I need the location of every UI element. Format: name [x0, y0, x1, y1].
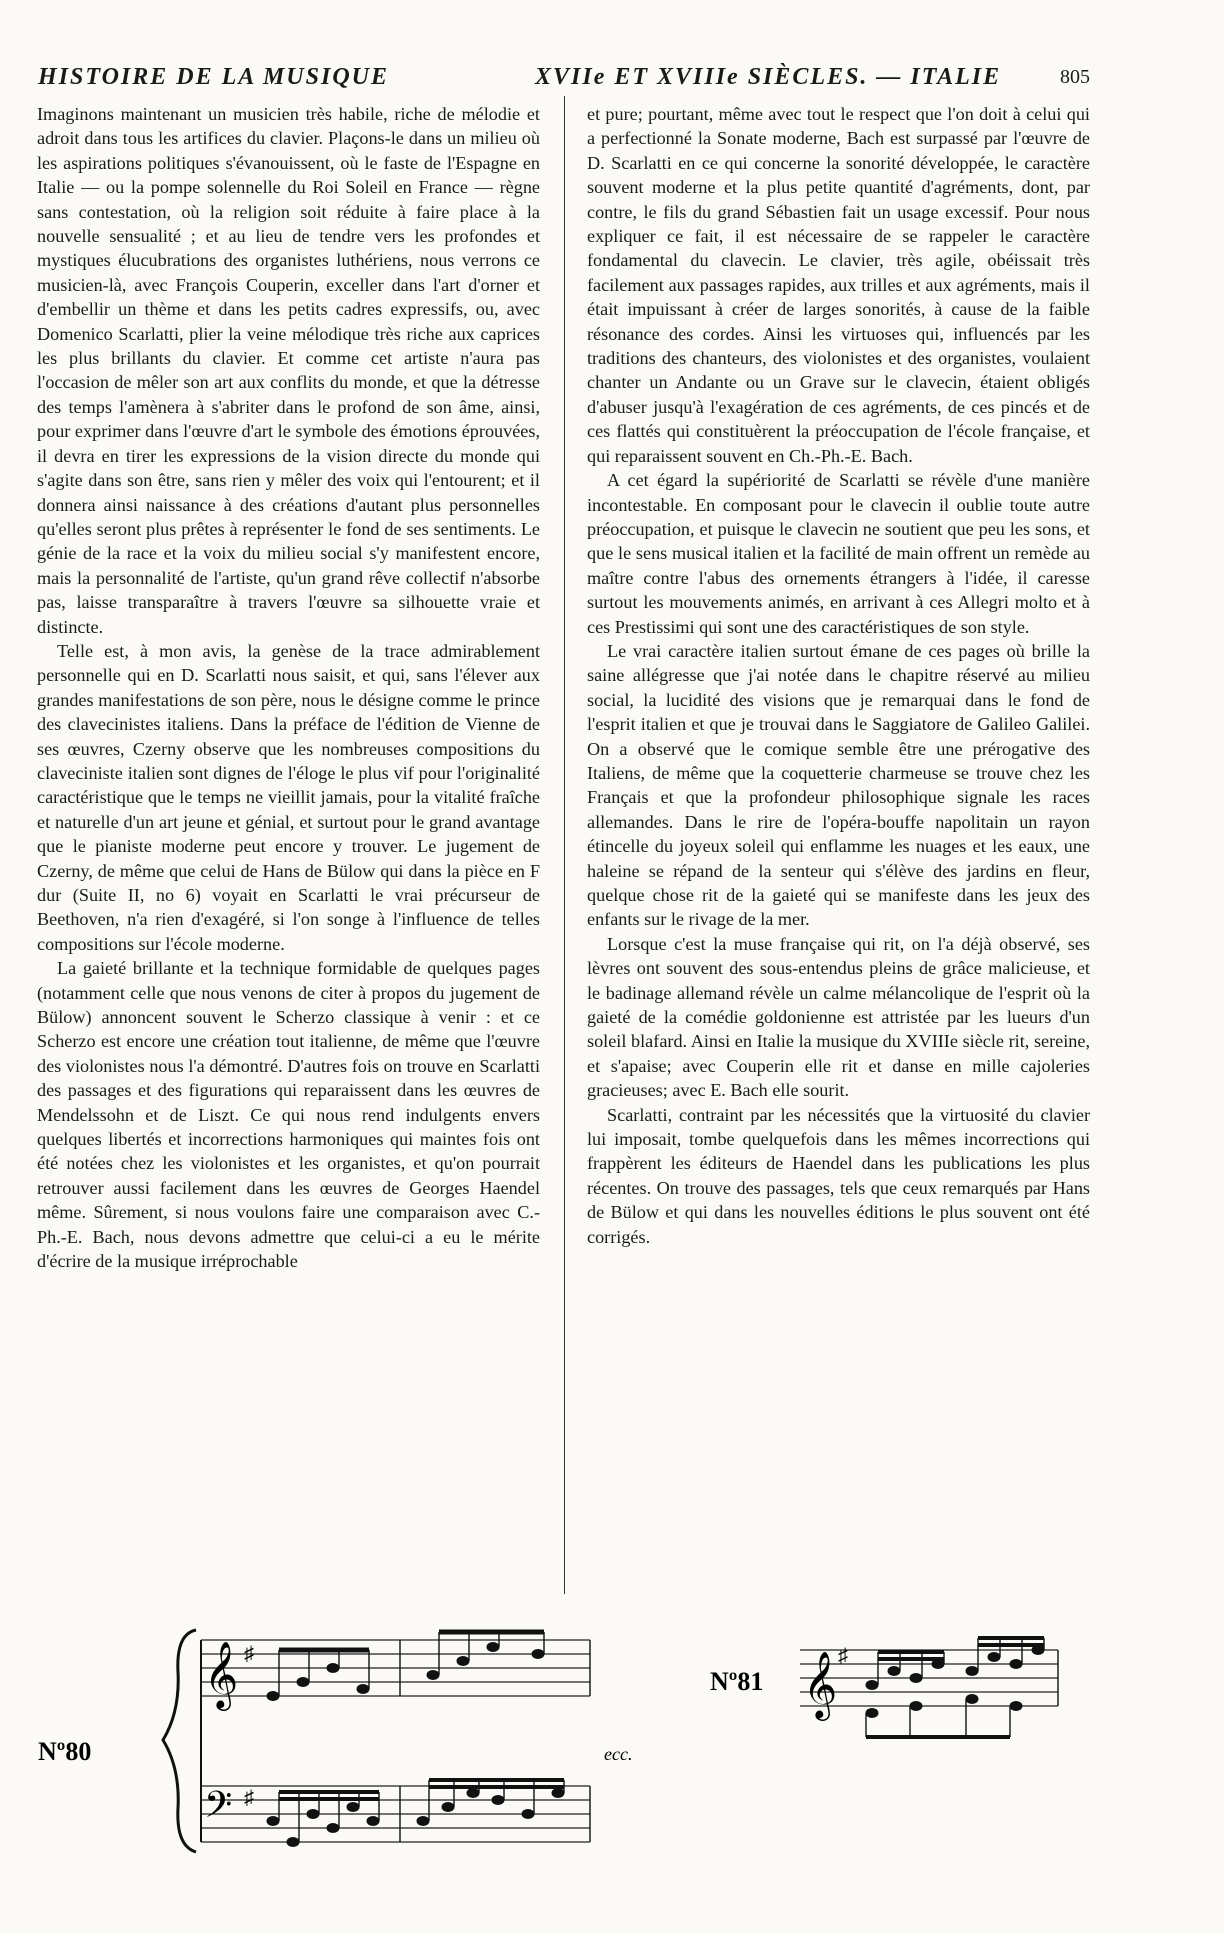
paragraph: Telle est, à mon avis, la genèse de la trace admirablement personnelle qui en D. Scarlatti nous saisit, et qui, sans l'élever aux grandes manifestations de son père, nous le désigne comme le prince des clavecinistes italiens. Dans la préface de l'édition de Vienne de ses œuvres, Czerny observe que les nombreuses compositions du claveciniste italien sont dignes de l'éloge le plus vif pour l'originalité caractéristique que le temps ne vieillit jamais, pour la vitalité fraîche et naturelle d'un art jeune et génial, et surtout pour le grand avantage que le pianiste moderne peut encore y trouver. Le jugement de Czerny, de même que celui de Hans de Bülow qui dans la pièce en F dur (Suite II, no 6) voyait en Scarlatti le vrai précurseur de Beethoven, n'a rien d'exagéré, si l'on songe à l'influence de telles compositions sur l'école moderne.	[37, 640, 540, 954]
page-number: 805	[1060, 66, 1090, 88]
bass-notes	[267, 1780, 564, 1847]
paragraph: Imaginons maintenant un musicien très habile, riche de mélodie et adroit dans tous les artifices du clavier. Plaçons-le dans un milieu où les aspirations politiques s'évanouissent, où le faste de l'Espagne en Italie — ou la pompe solennelle du Roi Soleil en France — règne sans contestation, où la religion soit réduite à faire place à la nouvelle sensualité ; et au lieu de tendre vers les profondes et mystiques élucubrations des organistes luthériens, nous verrons ce musicien-là, avec François Couperin, exceller dans l'art d'orner et d'embellir un thème et dans les petits cadres expressifs, ou, avec Domenico Scarlatti, plier la veine mélodique très riche aux caprices les plus brillants du clavier. Et comme cet artiste n'aura pas l'occasion de mêler son art aux conflits du monde, et que la détresse des temps l'amènera à s'abriter dans le profond de son âme, ainsi, pour exprimer dans l'œuvre d'art le symbole des émotions éprouvées, il devra en tirer les expressions de la vision directe du monde qui s'agite dans son être, sans rien y mêler des voix qui l'entourent; et il donnera ainsi naissance à des créations d'autant plus personnelles qu'elles seront plus prêtes à représenter le fond de ses sentiments. Le génie de la race et la voix du milieu social s'y manifestent encore, mais la personnalité de l'artiste, qu'un grand rêve collectif n'absorbe pas, laisse transparaître à travers l'œuvre sa silhouette vraie et distincte.	[37, 104, 540, 637]
ecc-label: ecc.	[604, 1744, 633, 1764]
paragraph: Le vrai caractère italien surtout émane de ces pages où brille la saine allégresse que j'ai notée dans le chapitre réservé au milieu social, la lucidité des visions que je remarquai dans le fond de l'esprit italien et que je trouvai dans le Saggiatore de Galileo Galilei. On a observé que le comique semble être une prérogative des Italiens, de même que la coquetterie charmeuse se trouve chez les Français et que la profondeur philosophique signale les races allemandes. Dans le rire de l'opéra-bouffe napolitain un rayon étincelle du joyeux soleil qui enflamme les nuages et les eaux, une haleine se répand de la senteur qui s'élève des jardins en fleur, quelque chose rit de la gaieté qui se manifeste dans les jeux des enfants sur le rivage de la mer.	[587, 640, 1090, 930]
treble-clef-icon: 𝄞	[803, 1650, 838, 1718]
music-notation	[38, 1612, 1198, 1882]
notes-81	[866, 1638, 1044, 1737]
bass-clef-icon: 𝄢	[204, 1784, 233, 1835]
right-column	[587, 102, 1090, 1249]
treble-clef-icon: 𝄞	[204, 1640, 239, 1708]
music-examples	[38, 1612, 1198, 1882]
header-subtitle: XVIIe ET XVIIIe SIÈCLES. — ITALIE	[535, 64, 1002, 90]
column-divider	[564, 96, 565, 1594]
running-header	[38, 64, 1090, 92]
paragraph: Scarlatti, contraint par les nécessités que la virtuosité du clavier lui imposait, tombe quelquefois dans les mêmes incorrections qui frappèrent les éditeurs de Haendel dans les publications les plus récentes. On trouve des passages, tels que ceux remarqués par Hans de Bülow et qui dans les nouvelles éditions le plus souvent ont été corrigés.	[587, 1104, 1090, 1247]
brace	[163, 1630, 196, 1852]
sharp-icon: ♯	[838, 1645, 848, 1667]
sharp-icon: ♯	[244, 1787, 254, 1809]
example-81-label: Nº81	[710, 1667, 764, 1696]
treble-notes	[267, 1632, 544, 1701]
paragraph: A cet égard la supériorité de Scarlatti se révèle d'une manière incontestable. En composant pour le clavecin il oublie toute autre préoccupation, et puisque le clavecin ne soutient que peu les sons, et que le sens musical italien et la facilité de main offrent un remède au maître contre l'abus des ornements étrangers à l'idée, il caresse surtout les mouvements animés, en arrivant à ces Allegri molto et à ces Prestissimi qui sont une des caractéristiques de son style.	[587, 470, 1090, 637]
header-title: HISTOIRE DE LA MUSIQUE	[38, 64, 389, 90]
example-80-label: Nº80	[38, 1737, 92, 1766]
treble-staff	[201, 1640, 590, 1696]
paragraph: Lorsque c'est la muse française qui rit, on l'a déjà observé, ses lèvres ont souvent des sous-entendus pleins de grâce malicieuse, et le badinage allemand révèle un calme mélancolique de l'esprit où la gaieté de la comédie goldonienne est attristée par les lueurs d'un soleil blafard. Ainsi en Italie la musique du XVIIIe siècle rit, sereine, et s'apaise; avec Couperin elle rit et danse en mille cajoleries gracieuses; avec E. Bach elle sourit.	[587, 933, 1090, 1101]
left-column	[37, 102, 540, 1274]
sharp-icon: ♯	[244, 1643, 254, 1665]
paragraph: La gaieté brillante et la technique formidable de quelques pages (notamment celle que nous venons de citer à propos du jugement de Bülow) annoncent souvent le Scherzo classique à venir : et ce Scherzo est encore une création tout italienne, de même que l'œuvre des violonistes nous l'a démontré. D'autres fois on trouve en Scarlatti des passages et des figurations qui reparaissent dans les œuvres de Mendelssohn et de Liszt. Ce qui nous rend indulgents envers quelques libertés et incorrections harmoniques qui maintes fois ont été notées chez les violonistes et les organistes, et qu'on pourrait retrouver aussi facilement dans les œuvres de Georges Haendel même. Sûrement, si nous voulons faire une comparaison avec C.-Ph.-E. Bach, nous devons admettre que celui-ci a eu le mérite d'écrire de la musique irréprochable	[37, 958, 540, 1272]
paragraph: et pure; pourtant, même avec tout le respect que l'on doit à celui qui a perfectionné la Sonate moderne, Bach est surpassé par l'œuvre de D. Scarlatti en ce qui concerne la sonorité développée, le caractère souvent moderne et la plus petite quantité d'agréments, dont, par contre, le fils du grand Sébastien fait un usage excessif. Pour nous expliquer ce fait, il est nécessaire de se rappeler le caractère fondamental du clavecin. Le clavier, très agile, obéissait très facilement aux passages rapides, aux trilles et aux agréments, mais il était impuissant à créer de larges sonorités, à cause de la faible résonance des cordes. Ainsi les virtuoses qui, influencés par les traditions des chanteurs, des violonistes et des organistes, voulaient chanter un Andante ou un Grave sur le clavecin, étaient obligés d'abuser jusqu'à l'exagération de ces agréments, de ces pincés et de ces flattés qui constituèrent la préoccupation de l'école française, et qui reparaissent souvent en Ch.-Ph.-E. Bach.	[587, 104, 1090, 466]
